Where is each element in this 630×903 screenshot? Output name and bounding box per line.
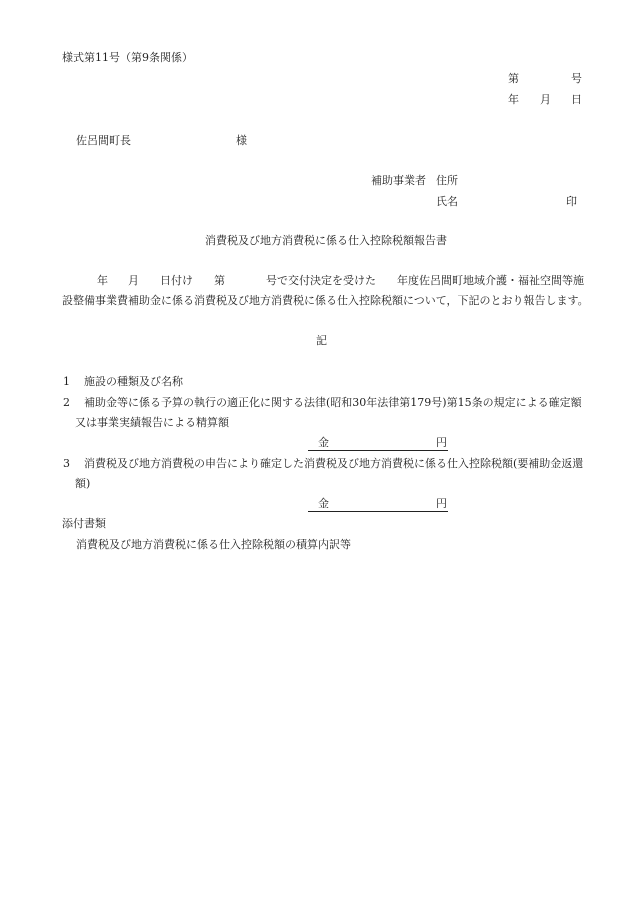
- document-title: 消費税及び地方消費税に係る仕入控除税額報告書: [205, 234, 447, 247]
- date-year: 年: [508, 93, 519, 106]
- item-2-amount-suffix: 円: [436, 436, 447, 449]
- item-1-text: 施設の種類及び名称: [84, 375, 183, 388]
- body-month: 月: [128, 274, 139, 287]
- body-dated: 日付け: [160, 274, 193, 287]
- body-text: 号で交付決定を受けた: [266, 274, 376, 287]
- addressee-name: 佐呂間町長: [76, 134, 131, 147]
- date-month: 月: [540, 93, 551, 106]
- item-2-amount-prefix: 金: [318, 436, 329, 449]
- body-text2: 年度佐呂間町地域介護・福祉空間等施: [397, 274, 584, 287]
- item-3-text-cont: 額): [75, 477, 91, 490]
- addressee-honorific: 様: [236, 134, 247, 147]
- item-3-number: 3: [63, 457, 70, 470]
- item-2-text: 補助金等に係る予算の執行の適正化に関する法律(昭和30年法律第179号)第15条の規定による確定額: [84, 396, 582, 409]
- doc-number-prefix: 第: [508, 72, 519, 85]
- body-line2: 設整備事業費補助金に係る消費税及び地方消費税に係る仕入控除税額について，下記のとおり報告します。: [62, 294, 589, 307]
- item-3-amount-suffix: 円: [436, 497, 447, 510]
- date-day: 日: [571, 93, 582, 106]
- item-1-number: 1: [63, 375, 70, 388]
- doc-number-suffix: 号: [571, 72, 582, 85]
- body-no: 第: [214, 274, 225, 287]
- attachments-item: 消費税及び地方消費税に係る仕入控除税額の積算内訳等: [76, 538, 351, 551]
- item-2-amount-underline: [308, 450, 448, 451]
- form-number: 様式第11号（第9条関係）: [62, 51, 193, 64]
- applicant-name-label: 氏名: [436, 195, 458, 208]
- body-year: 年: [97, 274, 108, 287]
- item-2-number: 2: [63, 396, 70, 409]
- item-3-amount-underline: [308, 511, 448, 512]
- applicant-address-label: 住所: [436, 174, 458, 187]
- attachments-heading: 添付書類: [62, 517, 106, 530]
- ki-heading: 記: [316, 334, 327, 347]
- item-3-text: 消費税及び地方消費税の申告により確定した消費税及び地方消費税に係る仕入控除税額(要補助金返還: [84, 457, 584, 470]
- item-3-amount-prefix: 金: [318, 497, 329, 510]
- item-2-text-cont: 又は事業実績報告による精算額: [75, 416, 229, 429]
- applicant-role: 補助事業者: [371, 174, 426, 187]
- seal-mark: 印: [566, 195, 577, 208]
